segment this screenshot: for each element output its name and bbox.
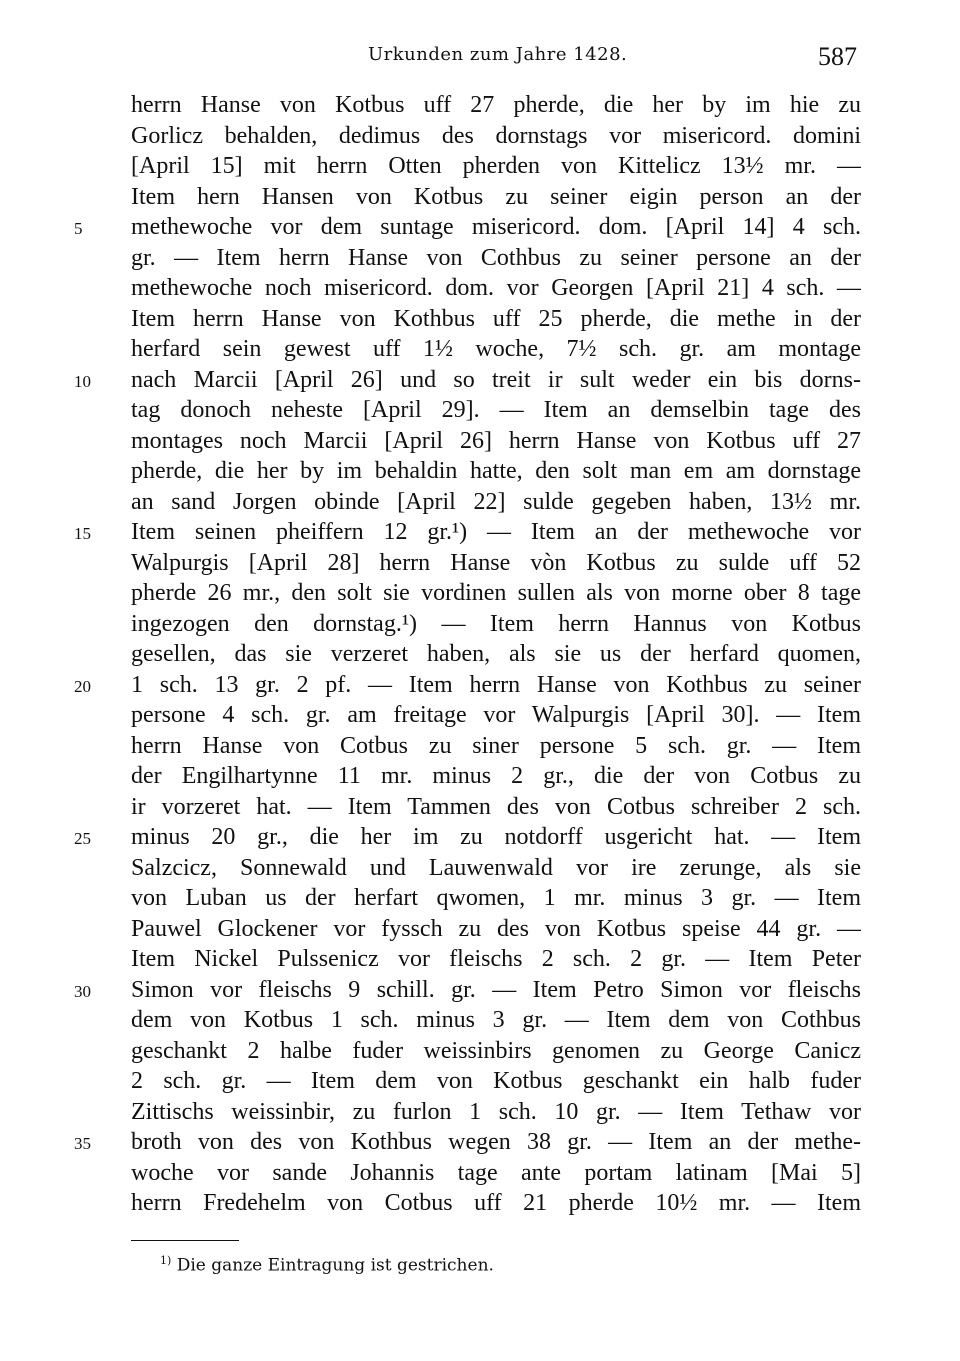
- text-line: nach Marcii [April 26] und so treit ir sult weder ein bis dorns-: [131, 367, 861, 393]
- text-line: [April 15] mit herrn Otten pherden von Kittelicz 13½ mr. —: [131, 153, 861, 179]
- text-line: gesellen, das sie verzeret haben, als sie us der herfard quomen,: [131, 641, 861, 667]
- text-line: Item seinen pheiffern 12 gr.¹) — Item an der methewoche vor: [131, 519, 861, 545]
- text-line: broth von des von Kothbus wegen 38 gr. — Item an der methe-: [131, 1129, 861, 1155]
- text-line: Item hern Hansen von Kotbus zu seiner eigin person an der: [131, 184, 861, 210]
- text-line: ir vorzeret hat. — Item Tammen des von Cotbus schreiber 2 sch.: [131, 794, 861, 820]
- text-line: methewoche vor dem suntage misericord. dom. [April 14] 4 sch.: [131, 214, 861, 240]
- text-line: Walpurgis [April 28] herrn Hanse vòn Kotbus zu sulde uff 52: [131, 550, 861, 576]
- text-line: pherde, die her by im behaldin hatte, den solt man em am dornstage: [131, 458, 861, 484]
- text-line: minus 20 gr., die her im zu notdorff usgericht hat. — Item: [131, 824, 861, 850]
- text-line: woche vor sande Johannis tage ante portam latinam [Mai 5]: [131, 1160, 861, 1186]
- page-number: 587: [818, 42, 857, 71]
- text-line: persone 4 sch. gr. am freitage vor Walpurgis [April 30]. — Item: [131, 702, 861, 728]
- line-number: 5: [74, 219, 83, 238]
- line-number: 30: [74, 982, 91, 1001]
- text-line: herfard sein gewest uff 1½ woche, 7½ sch. gr. am montage: [131, 336, 861, 362]
- text-line: tag donoch neheste [April 29]. — Item an demselbin tage des: [131, 397, 861, 423]
- footnote-divider: [131, 1240, 239, 1241]
- line-number: 25: [74, 829, 91, 848]
- text-line: herrn Fredehelm von Cotbus uff 21 pherde 10½ mr. — Item: [131, 1190, 861, 1216]
- line-number: 20: [74, 677, 91, 696]
- text-line: 1 sch. 13 gr. 2 pf. — Item herrn Hanse von Kothbus zu seiner: [131, 672, 861, 698]
- text-line: Item herrn Hanse von Kothbus uff 25 pherde, die methe in der: [131, 306, 861, 332]
- running-header: Urkunden zum Jahre 1428.: [368, 44, 628, 65]
- text-line: herrn Hanse von Kotbus uff 27 pherde, die her by im hie zu: [131, 92, 861, 118]
- text-line: Gorlicz behalden, dedimus des dornstags vor misericord. domini: [131, 123, 861, 149]
- text-line: Simon vor fleischs 9 schill. gr. — Item Petro Simon vor fleischs: [131, 977, 861, 1003]
- text-line: Salzcicz, Sonnewald und Lauwenwald vor ire zerunge, als sie: [131, 855, 861, 881]
- footnote-marker: 1): [160, 1254, 172, 1267]
- text-line: Pauwel Glockener vor fyssch zu des von Kotbus speise 44 gr. —: [131, 916, 861, 942]
- text-line: pherde 26 mr., den solt sie vordinen sullen als von morne ober 8 tage: [131, 580, 861, 606]
- text-line: an sand Jorgen obinde [April 22] sulde gegeben haben, 13½ mr.: [131, 489, 861, 515]
- text-line: ingezogen den dornstag.¹) — Item herrn Hannus von Kotbus: [131, 611, 861, 637]
- line-number: 15: [74, 524, 91, 543]
- text-line: Zittischs weissinbir, zu furlon 1 sch. 10 gr. — Item Tethaw vor: [131, 1099, 861, 1125]
- text-line: montages noch Marcii [April 26] herrn Hanse von Kotbus uff 27: [131, 428, 861, 454]
- text-line: 2 sch. gr. — Item dem von Kotbus geschankt ein halb fuder: [131, 1068, 861, 1094]
- text-line: herrn Hanse von Cotbus zu siner persone 5 sch. gr. — Item: [131, 733, 861, 759]
- text-line: dem von Kotbus 1 sch. minus 3 gr. — Item dem von Cothbus: [131, 1007, 861, 1033]
- text-line: der Engilhartynne 11 mr. minus 2 gr., die der von Cotbus zu: [131, 763, 861, 789]
- line-number: 35: [74, 1134, 91, 1153]
- text-line: gr. — Item herrn Hanse von Cothbus zu seiner persone an der: [131, 245, 861, 271]
- text-line: von Luban us der herfart qwomen, 1 mr. minus 3 gr. — Item: [131, 885, 861, 911]
- text-line: Item Nickel Pulssenicz vor fleischs 2 sch. 2 gr. — Item Peter: [131, 946, 861, 972]
- footnote: [160, 1254, 494, 1276]
- text-line: methewoche noch misericord. dom. vor Georgen [April 21] 4 sch. —: [131, 275, 861, 301]
- text-line: geschankt 2 halbe fuder weissinbirs genomen zu George Canicz: [131, 1038, 861, 1064]
- line-number: 10: [74, 372, 91, 391]
- footnote-text: Die ganze Eintragung ist gestrichen.: [176, 1255, 494, 1276]
